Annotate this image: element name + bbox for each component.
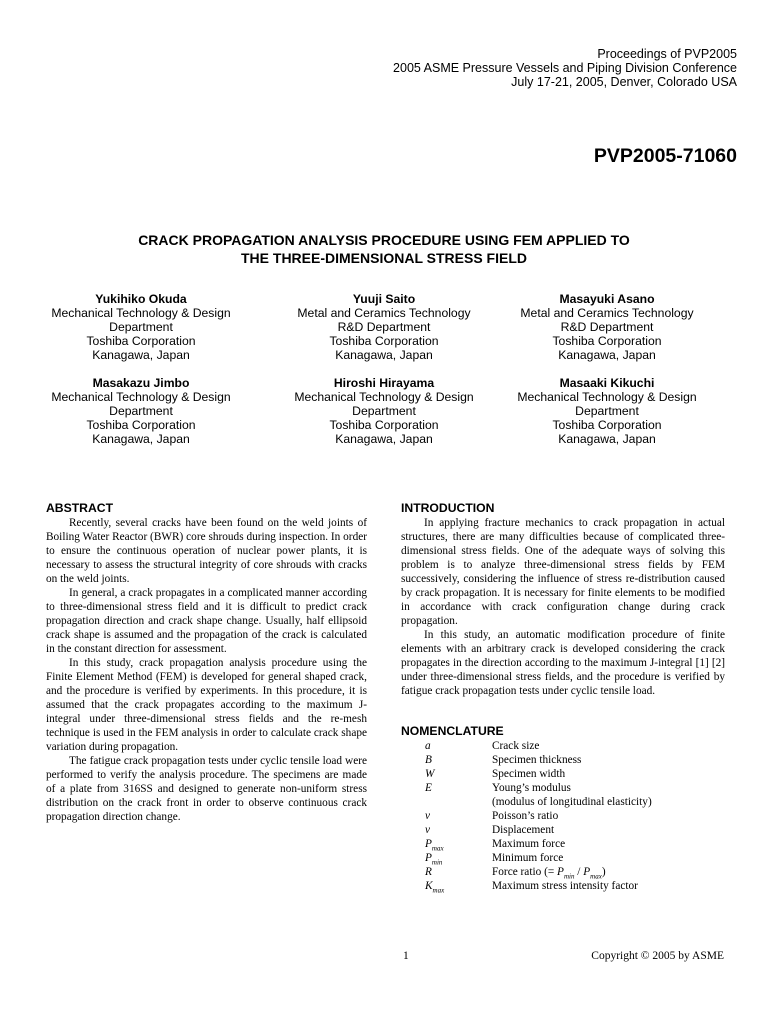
- author-name: Hiroshi Hirayama: [333, 376, 435, 390]
- abstract-paragraph: In general, a crack propagates in a complicated manner according to three-dimensional stress field and it is difficult to predict crack propagation direction and crack shape change. Usually, half ellipsoid crack shape is assumed and the propagation of the crack is calculated in the constant direction for assessment.: [46, 587, 367, 655]
- nomenclature-description: Specimen width: [492, 768, 566, 780]
- introduction-heading: INTRODUCTION: [401, 501, 495, 515]
- nomenclature-symbol: $P_{min}$: [425, 852, 443, 867]
- author-org: Toshiba Corporation: [329, 334, 439, 349]
- author-dept: Department: [575, 404, 639, 419]
- nomenclature-description: (modulus of longitudinal elasticity): [492, 796, 652, 808]
- abstract-heading: ABSTRACT: [46, 501, 114, 515]
- author-block: [21, 376, 261, 446]
- author-dept: Mechanical Technology & Design: [51, 306, 231, 321]
- author-org: Toshiba Corporation: [86, 334, 196, 349]
- author-block: [21, 292, 261, 362]
- abstract-paragraph: In this study, crack propagation analysis procedure using the Finite Element Method (FEM) is developed for general shaped crack, and the procedure is verified by experiments. In this procedure, it is assumed that the crack propagates according to the maximum J-integral under three-dimensional stress fields and the re-mesh technique is used in the FEM analysis in order to calculate crack shape variation during propagation.: [46, 657, 367, 753]
- abstract-paragraph: Recently, several cracks have been found on the weld joints of Boiling Water Reactor (BWR) core shrouds during inspection. In order to ensure the continuous operation of nuclear power plants, it is necessary to assess the structural integrity of core shrouds with cracks on the weld joints.: [46, 517, 367, 585]
- nomenclature-list: [401, 739, 725, 893]
- author-location: Kanagawa, Japan: [558, 432, 656, 447]
- author-name: Yuuji Saito: [352, 292, 416, 306]
- author-dept: Department: [352, 404, 416, 419]
- introduction-section: [401, 501, 725, 893]
- author-name: Masayuki Asano: [559, 292, 655, 306]
- introduction-paragraph: In applying fracture mechanics to crack propagation in actual structures, there are many difficulties because of complicated three-dimensional stress fields. One of the adequate ways of solving this problem is to analyze three-dimensional stress fields by FEM successively, considering the influence of stress re-distribution caused by crack propagation. It is necessary for finite elements to be modified in accordance with crack configuration change during crack propagation.: [401, 517, 725, 627]
- author-block: [264, 292, 504, 362]
- author-dept: Department: [109, 404, 173, 419]
- introduction-paragraph: In this study, an automatic modification procedure of finite elements with an arbitrary crack is developed considering the crack propagates in the direction according to the maximum J-integral [1] [2] under three-dimensional stress fields, and the procedure is verified by fatigue crack propagation tests under cyclic tensile load.: [401, 629, 725, 697]
- conference-line: 2005 ASME Pressure Vessels and Piping Division Conference: [393, 61, 737, 76]
- nomenclature-description: Force ratio (= $P_{min} / P_{max}$): [492, 866, 606, 881]
- author-dept: Metal and Ceramics Technology: [520, 306, 694, 321]
- author-dept: R&D Department: [560, 320, 654, 335]
- nomenclature-description: Crack size: [492, 740, 540, 752]
- author-dept: Mechanical Technology & Design: [51, 390, 231, 405]
- author-dept: Mechanical Technology & Design: [294, 390, 474, 405]
- author-name: Masakazu Jimbo: [92, 376, 190, 390]
- author-org: Toshiba Corporation: [552, 334, 662, 349]
- nomenclature-symbol: R: [425, 866, 432, 878]
- nomenclature-symbol: $K_{max}$: [425, 880, 445, 895]
- nomenclature-description: Young’s modulus: [492, 782, 571, 794]
- author-org: Toshiba Corporation: [329, 418, 439, 433]
- nomenclature-description: Specimen thickness: [492, 754, 582, 766]
- copyright-notice: Copyright © 2005 by ASME: [591, 950, 724, 962]
- conference-header: [393, 47, 737, 90]
- author-name: Yukihiko Okuda: [95, 292, 187, 306]
- nomenclature-row: [401, 837, 725, 851]
- author-name: Masaaki Kikuchi: [559, 376, 655, 390]
- nomenclature-symbol: $P_{max}$: [425, 838, 444, 853]
- nomenclature-symbol: B: [425, 754, 432, 766]
- title-line-2: THE THREE-DIMENSIONAL STRESS FIELD: [241, 250, 527, 266]
- nomenclature-heading: NOMENCLATURE: [401, 724, 504, 738]
- proceedings-line: Proceedings of PVP2005: [597, 47, 737, 61]
- author-location: Kanagawa, Japan: [558, 348, 656, 363]
- paper-id: PVP2005-71060: [593, 145, 737, 167]
- nomenclature-row: [401, 795, 725, 809]
- author-block: [264, 376, 504, 446]
- nomenclature-description: Maximum stress intensity factor: [492, 880, 638, 892]
- nomenclature-row: [401, 767, 725, 781]
- abstract-paragraph: The fatigue crack propagation tests under cyclic tensile load were performed to verify the analysis procedure. The specimens are made of a plate from 316SS and designed to generate non-uniform stress distribution on the crack front in order to observe continuous crack propagation direction change.: [46, 755, 367, 823]
- page-number: 1: [403, 950, 409, 962]
- title-line-1: CRACK PROPAGATION ANALYSIS PROCEDURE USING FEM APPLIED TO: [138, 232, 630, 248]
- nomenclature-description: Minimum force: [492, 852, 564, 864]
- author-block: [487, 376, 727, 446]
- author-location: Kanagawa, Japan: [92, 348, 190, 363]
- author-location: Kanagawa, Japan: [335, 432, 433, 447]
- nomenclature-symbol: ν: [425, 810, 431, 822]
- nomenclature-row: [401, 851, 725, 865]
- nomenclature-description: Maximum force: [492, 838, 566, 850]
- nomenclature-row: [401, 781, 725, 795]
- author-location: Kanagawa, Japan: [335, 348, 433, 363]
- date-location-line: July 17-21, 2005, Denver, Colorado USA: [511, 75, 737, 90]
- nomenclature-symbol: E: [425, 782, 432, 794]
- nomenclature-description: Poisson’s ratio: [492, 810, 559, 822]
- nomenclature-row: [401, 823, 725, 837]
- abstract-section: [46, 501, 367, 824]
- nomenclature-symbol: [401, 795, 492, 809]
- nomenclature-row: [401, 865, 725, 879]
- nomenclature-row: [401, 753, 725, 767]
- author-dept: Mechanical Technology & Design: [517, 390, 697, 405]
- author-block: [487, 292, 727, 362]
- nomenclature-symbol: v: [425, 824, 431, 836]
- nomenclature-description: Displacement: [492, 824, 555, 836]
- paper-title: [0, 231, 768, 267]
- author-location: Kanagawa, Japan: [92, 432, 190, 447]
- nomenclature-symbol: a: [425, 740, 431, 752]
- nomenclature-row: [401, 879, 725, 893]
- nomenclature-row: [401, 739, 725, 753]
- nomenclature-symbol: W: [425, 768, 435, 780]
- author-dept: R&D Department: [337, 320, 431, 335]
- nomenclature-row: [401, 809, 725, 823]
- author-dept: Metal and Ceramics Technology: [297, 306, 471, 321]
- author-dept: Department: [109, 320, 173, 335]
- author-org: Toshiba Corporation: [86, 418, 196, 433]
- author-org: Toshiba Corporation: [552, 418, 662, 433]
